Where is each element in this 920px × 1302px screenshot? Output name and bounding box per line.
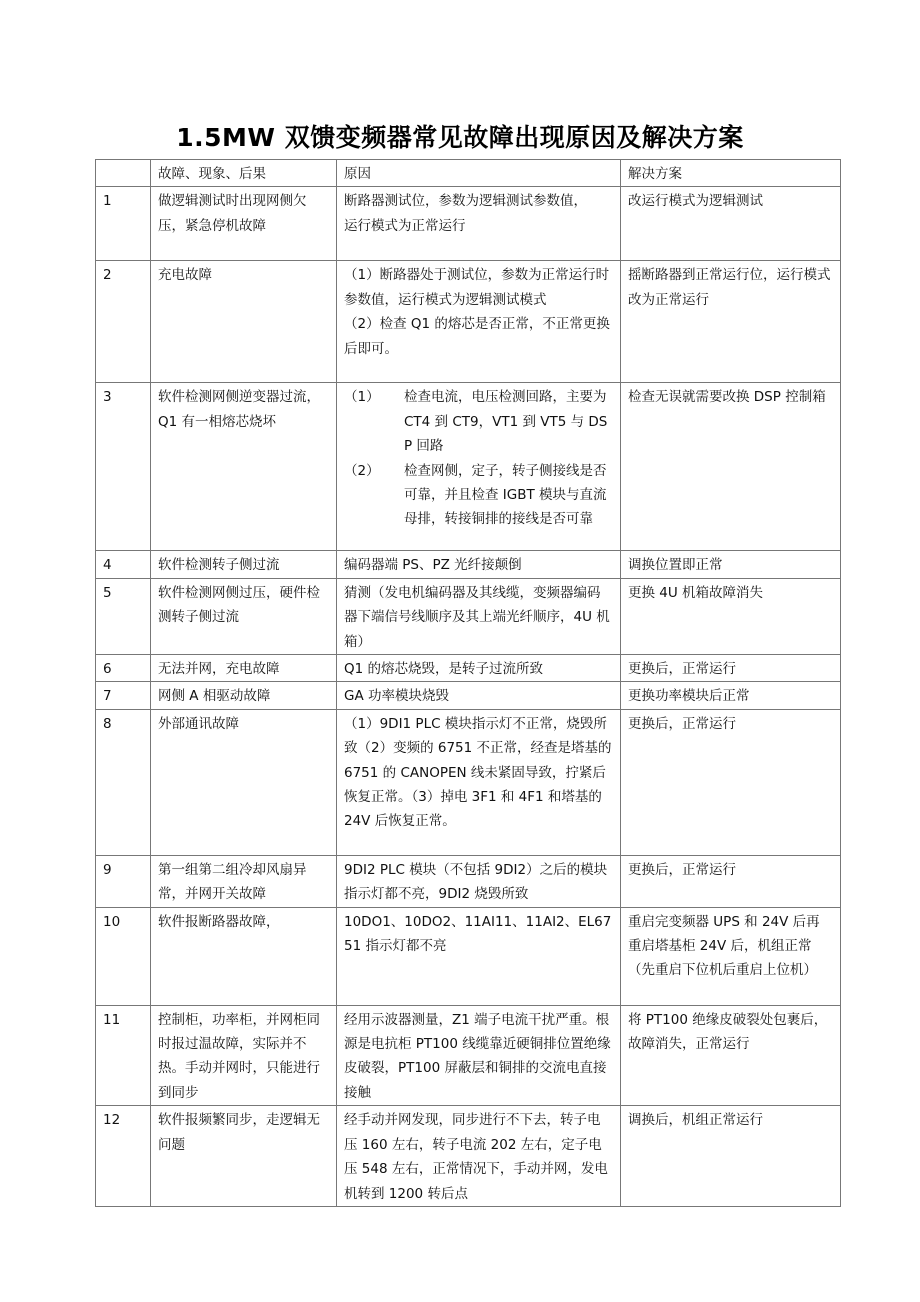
cause-item-text: 检查网侧，定子，转子侧接线是否可靠，并且检查 IGBT 模块与直流母排，转接铜排的接线是否可靠 bbox=[404, 462, 607, 528]
solution-cell: 调换后，机组正常运行 bbox=[621, 1106, 841, 1207]
solution-cell: 检查无误就需要改换 DSP 控制箱 bbox=[621, 383, 841, 551]
cause-cell: 猜测（发电机编码器及其线缆，变频器编码器下端信号线顺序及其上端光纤顺序，4U 机箱） bbox=[337, 578, 621, 654]
table-row bbox=[96, 907, 841, 1005]
cause-item-number: （2） bbox=[344, 462, 380, 479]
header-index bbox=[96, 160, 151, 187]
row-number: 9 bbox=[96, 855, 151, 907]
table-row bbox=[96, 682, 841, 709]
cause-item-number: （1） bbox=[344, 389, 380, 406]
row-number: 5 bbox=[96, 578, 151, 654]
row-number: 3 bbox=[96, 383, 151, 551]
table-row bbox=[96, 655, 841, 682]
solution-cell: 重启完变频器 UPS 和 24V 后再重启塔基柜 24V 后，机组正常（先重启下位机后重启上位机） bbox=[621, 907, 841, 1005]
table-row bbox=[96, 578, 841, 654]
row-number: 12 bbox=[96, 1106, 151, 1207]
header-fault: 故障、现象、后果 bbox=[151, 160, 337, 187]
row-number: 1 bbox=[96, 187, 151, 261]
cause-cell: 经手动并网发现，同步进行不下去，转子电压 160 左右，转子电流 202 左右，定子电压 548 左右，正常情况下，手动并网，发电机转到 1200 转后点 bbox=[337, 1106, 621, 1207]
table-header-row bbox=[96, 160, 841, 187]
fault-cell: 软件检测网侧逆变器过流，Q1 有一相熔芯烧坏 bbox=[151, 383, 337, 551]
fault-table bbox=[95, 159, 841, 1207]
row-number: 7 bbox=[96, 682, 151, 709]
solution-cell: 更换功率模块后正常 bbox=[621, 682, 841, 709]
solution-cell: 更换 4U 机箱故障消失 bbox=[621, 578, 841, 654]
solution-cell: 更换后，正常运行 bbox=[621, 709, 841, 855]
fault-cell: 做逻辑测试时出现网侧欠压，紧急停机故障 bbox=[151, 187, 337, 261]
cause-line: 运行模式为正常运行 bbox=[344, 217, 466, 234]
fault-cell: 第一组第二组冷却风扇异常，并网开关故障 bbox=[151, 855, 337, 907]
table-row bbox=[96, 261, 841, 383]
cause-cell: 经用示波器测量，Z1 端子电流干扰严重。根源是电抗柜 PT100 线缆靠近硬铜排位置绝缘皮破裂，PT100 屏蔽层和铜排的交流电直接接触 bbox=[337, 1005, 621, 1106]
fault-cell: 软件检测转子侧过流 bbox=[151, 551, 337, 578]
cause-item-text: 检查电流，电压检测回路，主要为 CT4 到 CT9，VT1 到 VT5 与 DSP 回路 bbox=[404, 389, 608, 455]
cause-cell: GA 功率模块烧毁 bbox=[337, 682, 621, 709]
table-row bbox=[96, 709, 841, 855]
row-number: 2 bbox=[96, 261, 151, 383]
solution-cell: 改运行模式为逻辑测试 bbox=[621, 187, 841, 261]
solution-cell: 更换后，正常运行 bbox=[621, 855, 841, 907]
table-row bbox=[96, 551, 841, 578]
table-row bbox=[96, 855, 841, 907]
cause-line: （1）断路器处于测试位，参数为正常运行时参数值，运行模式为逻辑测试模式 bbox=[344, 267, 610, 308]
row-number: 4 bbox=[96, 551, 151, 578]
fault-cell: 充电故障 bbox=[151, 261, 337, 383]
header-solution: 解决方案 bbox=[621, 160, 841, 187]
cause-cell: Q1 的熔芯烧毁，是转子过流所致 bbox=[337, 655, 621, 682]
cause-cell: 编码器端 PS、PZ 光纤接颠倒 bbox=[337, 551, 621, 578]
solution-cell: 摇断路器到正常运行位，运行模式改为正常运行 bbox=[621, 261, 841, 383]
cause-cell bbox=[337, 187, 621, 261]
cause-item bbox=[344, 459, 613, 532]
cause-cell bbox=[337, 261, 621, 383]
row-number: 11 bbox=[96, 1005, 151, 1106]
cause-cell bbox=[337, 383, 621, 551]
header-cause: 原因 bbox=[337, 160, 621, 187]
solution-cell: 将 PT100 绝缘皮破裂处包裹后，故障消失，正常运行 bbox=[621, 1005, 841, 1106]
fault-cell: 无法并网，充电故障 bbox=[151, 655, 337, 682]
row-number: 10 bbox=[96, 907, 151, 1005]
cause-cell: （1）9DI1 PLC 模块指示灯不正常，烧毁所致（2）变频的 6751 不正常，经查是塔基的 6751 的 CANOPEN 线未紧固导致，拧紧后恢复正常。（3）掉电 3F1 和 4F1 和塔基的 24V 后恢复正常。 bbox=[337, 709, 621, 855]
cause-line: （2）检查 Q1 的熔芯是否正常，不正常更换后即可。 bbox=[344, 316, 610, 357]
cause-item bbox=[344, 385, 613, 458]
fault-cell: 软件检测网侧过压，硬件检测转子侧过流 bbox=[151, 578, 337, 654]
table-row bbox=[96, 1106, 841, 1207]
cause-line: 断路器测试位，参数为逻辑测试参数值， bbox=[344, 193, 587, 210]
fault-cell: 网侧 A 相驱动故障 bbox=[151, 682, 337, 709]
fault-cell: 软件报频繁同步，走逻辑无问题 bbox=[151, 1106, 337, 1207]
fault-cell: 外部通讯故障 bbox=[151, 709, 337, 855]
table-row bbox=[96, 187, 841, 261]
table-row bbox=[96, 383, 841, 551]
row-number: 8 bbox=[96, 709, 151, 855]
fault-cell: 软件报断路器故障， bbox=[151, 907, 337, 1005]
document-title: 1.5MW 双馈变频器常见故障出现原因及解决方案 bbox=[176, 123, 744, 152]
table-row bbox=[96, 1005, 841, 1106]
row-number: 6 bbox=[96, 655, 151, 682]
solution-cell: 更换后，正常运行 bbox=[621, 655, 841, 682]
fault-cell: 控制柜，功率柜，并网柜同时报过温故障，实际并不热。手动并网时，只能进行到同步 bbox=[151, 1005, 337, 1106]
cause-cell: 10DO1、10DO2、11AI11、11AI2、EL6751 指示灯都不亮 bbox=[337, 907, 621, 1005]
solution-cell: 调换位置即正常 bbox=[621, 551, 841, 578]
cause-cell: 9DI2 PLC 模块（不包括 9DI2）之后的模块指示灯都不亮，9DI2 烧毁所致 bbox=[337, 855, 621, 907]
